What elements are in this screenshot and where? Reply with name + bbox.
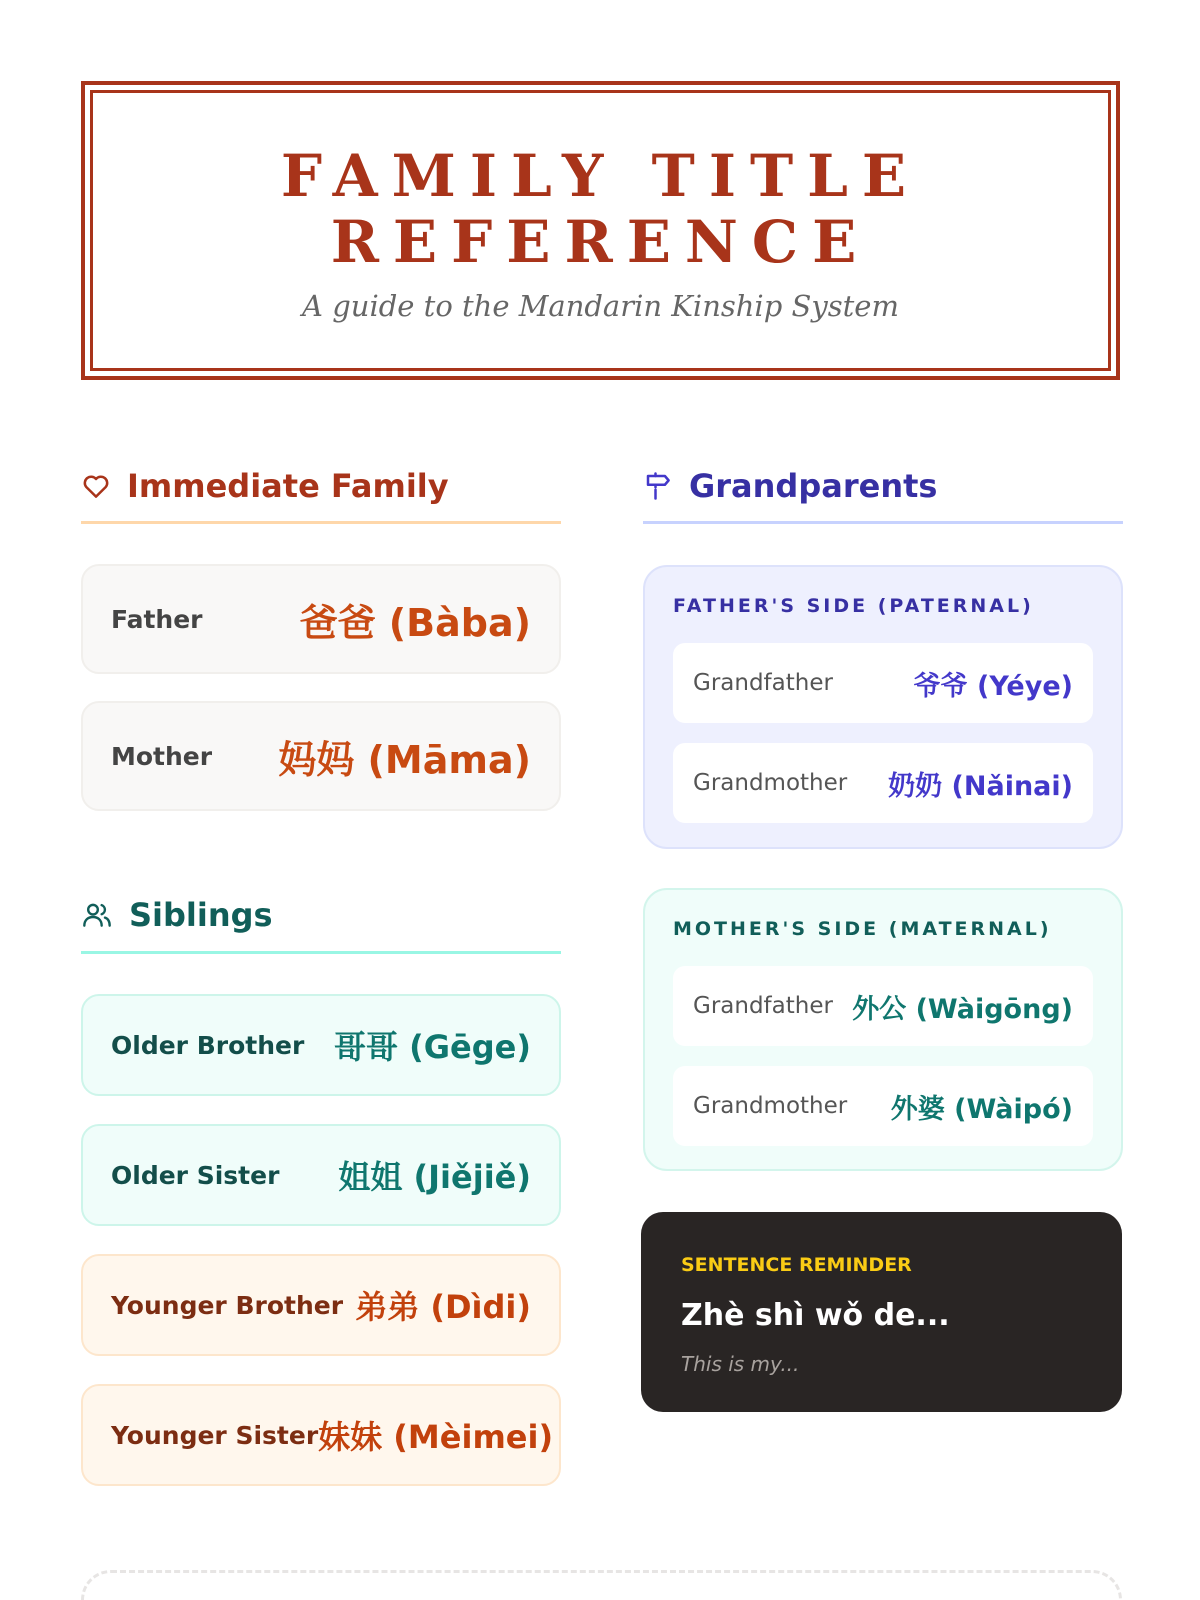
term-label: Younger Brother <box>111 1290 344 1320</box>
term-value: 姐姐 (Jiějiě) <box>338 1158 531 1196</box>
term-label: Older Brother <box>111 1030 305 1060</box>
term-value: 弟弟 (Dìdi) <box>355 1288 531 1326</box>
reminder-label: SENTENCE REMINDER <box>681 1254 912 1276</box>
term-value: 爸爸 (Bàba) <box>299 600 531 645</box>
term-value: 外婆 (Wàipó) <box>890 1093 1073 1125</box>
grandparents-heading-label: Grandparents <box>689 467 938 505</box>
term-card-older-brother <box>81 994 561 1096</box>
term-value: 外公 (Wàigōng) <box>852 993 1073 1025</box>
users-icon <box>81 899 113 931</box>
reminder-translation: This is my... <box>681 1352 800 1376</box>
term-value: 哥哥 (Gēge) <box>334 1028 531 1066</box>
immediate-family-heading-label: Immediate Family <box>127 467 449 505</box>
term-label: Younger Sister <box>111 1420 319 1450</box>
term-card-younger-sister <box>81 1384 561 1486</box>
maternal-grandfather-row <box>673 966 1093 1046</box>
maternal-grandmother-row <box>673 1066 1093 1146</box>
term-value: 奶奶 (Nǎinai) <box>888 770 1073 802</box>
page-title: FAMILY TITLE REFERENCE <box>280 142 921 276</box>
heart-icon <box>81 471 111 501</box>
signpost-icon <box>643 471 673 501</box>
term-label: Father <box>111 604 203 634</box>
maternal-title: MOTHER'S SIDE (MATERNAL) <box>673 918 1052 940</box>
sentence-reminder-card <box>641 1212 1122 1412</box>
paternal-title: FATHER'S SIDE (PATERNAL) <box>673 595 1034 617</box>
term-label: Grandfather <box>693 670 833 696</box>
siblings-heading <box>81 885 273 945</box>
term-card-father <box>81 564 561 674</box>
grandparents-heading <box>643 456 937 516</box>
title-card-inner-border <box>90 90 1111 371</box>
term-label: Older Sister <box>111 1160 280 1190</box>
reminder-sentence: Zhè shì wǒ de... <box>681 1298 950 1333</box>
term-card-older-sister <box>81 1124 561 1226</box>
immediate-family-heading <box>81 456 449 516</box>
title-card <box>81 81 1120 380</box>
term-card-younger-brother <box>81 1254 561 1356</box>
grandparents-divider <box>643 521 1123 524</box>
term-label: Grandmother <box>693 770 848 796</box>
immediate-family-divider <box>81 521 561 524</box>
notes-box <box>81 1570 1122 1600</box>
maternal-panel <box>643 888 1123 1171</box>
term-value: 妹妹 (Mèimei) <box>318 1418 554 1456</box>
page-subtitle: A guide to the Mandarin Kinship System <box>302 289 899 323</box>
term-label: Grandmother <box>693 1093 848 1119</box>
paternal-grandfather-row <box>673 643 1093 723</box>
term-card-mother <box>81 701 561 811</box>
siblings-heading-label: Siblings <box>129 896 273 934</box>
siblings-divider <box>81 951 561 954</box>
term-value: 爷爷 (Yéye) <box>913 670 1073 702</box>
term-label: Grandfather <box>693 993 833 1019</box>
term-value: 妈妈 (Māma) <box>278 737 531 782</box>
term-label: Mother <box>111 741 213 771</box>
paternal-panel <box>643 565 1123 849</box>
paternal-grandmother-row <box>673 743 1093 823</box>
